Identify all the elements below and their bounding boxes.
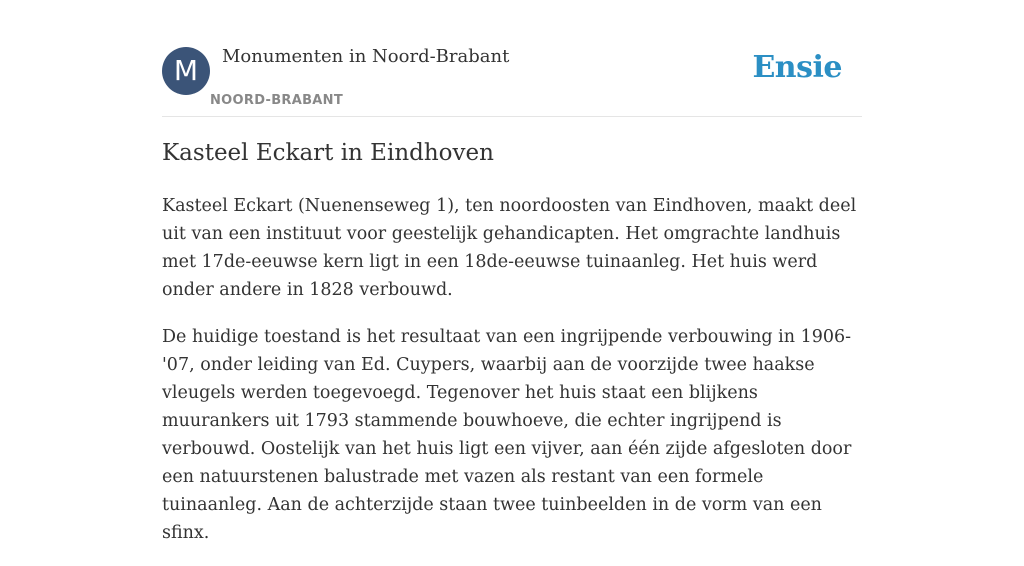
ensie-logo[interactable]: Ensie (752, 50, 842, 85)
source-avatar[interactable]: M (162, 47, 210, 95)
category-link[interactable]: NOORD-BRABANT (210, 93, 344, 108)
source-title-link[interactable]: Monumenten in Noord-Brabant (222, 46, 510, 67)
article-body (162, 192, 862, 566)
article-paragraph-2: De huidige toestand is het resultaat van een ingrijpende verbouwing in 1906-'07, onder leiding van Ed. Cuypers, waarbij aan de voorzijde twee haakse vleugels werden toegevoegd. Tegenover het huis staat een blijkens muurankers uit 1793 stammende bouwhoeve, die echter ingrijpend is verbouwd. Oostelijk van het huis ligt een vijver, aan één zijde afgesloten door een natuurstenen balustrade met vazen als restant van een formele tuinaanleg. Aan de achterzijde staan twee tuinbeelden in de vorm van een sfinx. (162, 327, 852, 543)
article-title: Kasteel Eckart in Eindhoven (162, 140, 494, 166)
article-paragraph-1: Kasteel Eckart (Nuenenseweg 1), ten noordoosten van Eindhoven, maakt deel uit van een instituut voor geestelijk gehandicapten. Het omgrachte landhuis met 17de-eeuwse kern ligt in een 18de-eeuwse tuinaanleg. Het huis werd onder andere in 1828 verbouwd. (162, 196, 857, 300)
page-header (162, 46, 862, 117)
